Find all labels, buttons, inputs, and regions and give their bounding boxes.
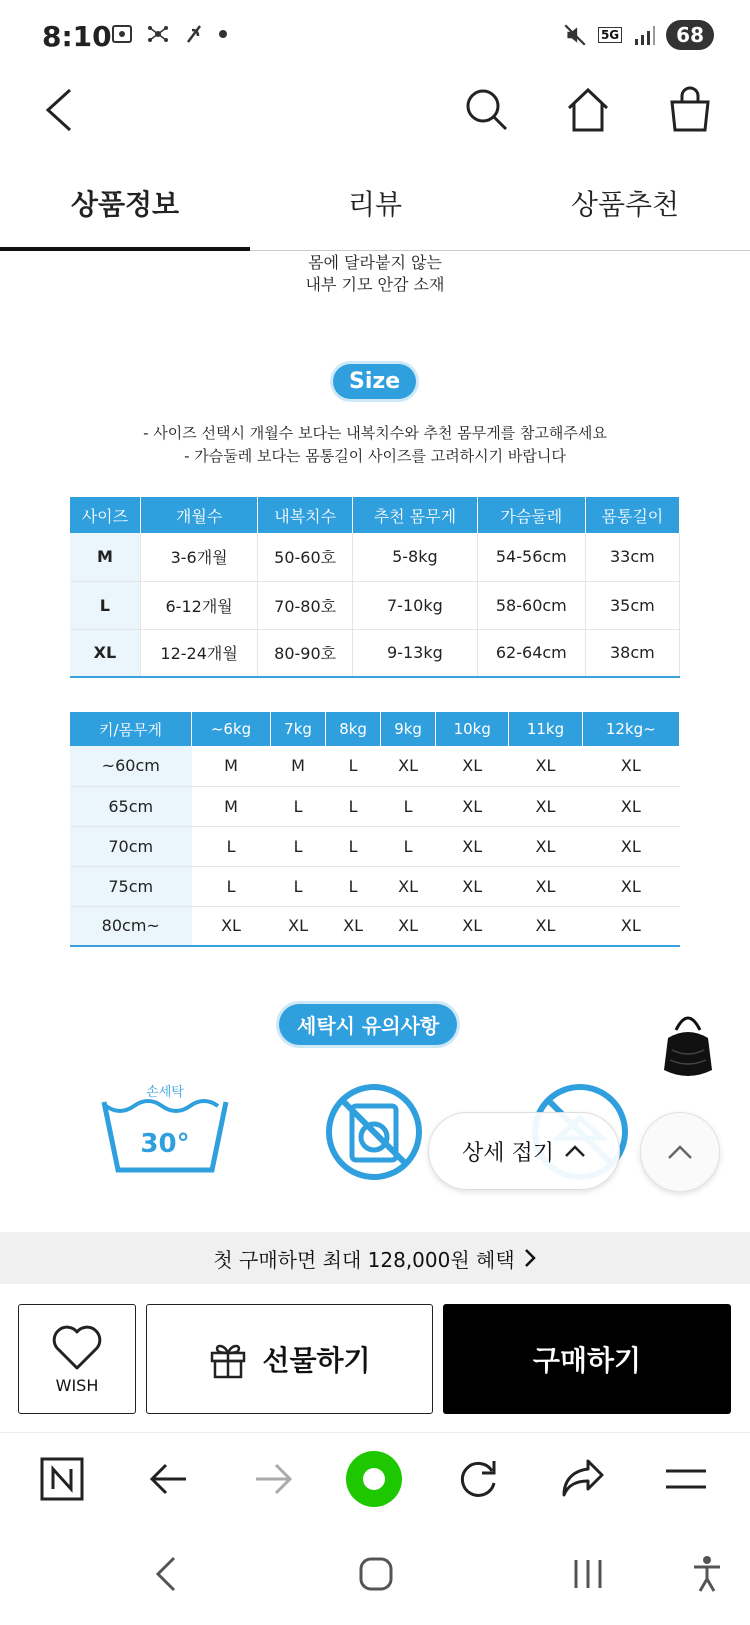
table-row [70,581,680,629]
weight-table-cell: L [192,866,271,906]
size-section-title: Size [333,364,416,399]
naver-n-icon[interactable] [40,1457,84,1501]
detail-fold-label: 상세 접기 [461,1140,554,1166]
size-table-cell: XL [70,629,140,677]
naver-green-dot-icon[interactable] [344,1449,404,1509]
product-thumbnail-image[interactable] [660,1010,716,1080]
table-row [70,786,680,826]
product-detail-content[interactable] [0,252,750,1232]
tab-product-info[interactable]: 상품정보 [70,188,180,221]
size-table-cell: M [70,533,140,581]
active-tab-indicator [0,247,250,251]
table-row [70,746,680,786]
weight-table-cell: XL [381,906,436,946]
size-table-cell: 5-8kg [352,533,477,581]
weight-table-cell: 65cm [70,786,192,826]
browser-back-icon[interactable] [146,1457,190,1501]
gallery-notification-icon [110,22,134,46]
weight-table-cell: XL [381,746,436,786]
size-table-header: 추천 몸무게 [352,497,477,533]
chevron-up-icon [564,1144,586,1158]
search-icon[interactable] [463,86,511,134]
weight-table-header: 12kg~ [582,712,679,746]
size-table-cell: 6-12개월 [140,581,258,629]
menu-icon[interactable] [664,1457,708,1501]
weight-table-cell: M [192,786,271,826]
scroll-to-top-button[interactable] [640,1112,720,1192]
weight-table-cell: XL [381,866,436,906]
status-time: 8:10 [42,20,112,53]
weight-table-cell: XL [326,906,381,946]
size-table-cell: 7-10kg [352,581,477,629]
table-row [70,866,680,906]
battery-indicator: 68 [666,20,714,50]
system-navigation-bar [0,1532,750,1625]
weight-table-cell: 80cm~ [70,906,192,946]
browser-toolbar [0,1432,750,1532]
weight-table-cell: XL [192,906,271,946]
size-table-cell: 38cm [585,629,679,677]
weight-table-header-row [70,712,680,746]
table-row [70,906,680,946]
chevron-right-icon [523,1248,537,1268]
weight-table-cell: L [381,786,436,826]
weight-table-cell: ~60cm [70,746,192,786]
weight-table-cell: XL [509,866,582,906]
weight-table-cell: L [326,866,381,906]
network-notification-icon [146,22,170,46]
signal-icon [632,23,656,47]
size-table-cell: 54-56cm [477,533,585,581]
size-table-cell: 3-6개월 [140,533,258,581]
weight-table-cell: L [271,786,326,826]
size-note-1: - 사이즈 선택시 개월수 보다는 내복치수와 추천 몸무게를 참고해주세요 [143,424,607,442]
size-table-header: 개월수 [140,497,258,533]
weight-table-cell: XL [436,906,509,946]
weight-table-cell: XL [582,866,679,906]
size-table-cell: 62-64cm [477,629,585,677]
weight-table-cell: 70cm [70,826,192,866]
weight-table-cell: XL [436,746,509,786]
pinwheel-notification-icon [182,22,206,46]
intro-text [0,252,750,296]
size-notes [0,422,750,468]
size-table-cell: 35cm [585,581,679,629]
weight-table-cell: XL [436,786,509,826]
size-chart-table [70,497,680,678]
weight-table-cell: L [326,786,381,826]
accessibility-icon[interactable] [692,1554,722,1594]
detail-fold-button[interactable] [428,1112,620,1190]
hand-wash-temperature: 30° [140,1129,190,1159]
size-table-cell: 33cm [585,533,679,581]
browser-forward-icon[interactable] [252,1457,296,1501]
weight-table-cell: XL [436,826,509,866]
promo-text: 첫 구매하면 최대 128,000원 혜택 [213,1247,515,1272]
weight-table-header: 9kg [381,712,436,746]
hand-wash-label: 손세탁 [146,1085,184,1100]
intro-line-1: 몸에 달라붙지 않는 [308,253,442,272]
weight-table-cell: L [271,866,326,906]
weight-table-cell: XL [271,906,326,946]
weight-table-cell: XL [509,746,582,786]
weight-table-header: ~6kg [192,712,271,746]
size-table-cell: 80-90호 [258,629,352,677]
weight-table-cell: L [326,746,381,786]
size-table-cell: L [70,581,140,629]
tab-review[interactable]: 리뷰 [347,188,403,221]
intro-line-2: 내부 기모 안감 소재 [305,275,445,294]
weight-table-cell: XL [509,906,582,946]
system-recents-icon[interactable] [570,1554,606,1594]
weight-table-cell: XL [582,826,679,866]
dot-notification-icon [218,29,228,39]
size-table-cell: 12-24개월 [140,629,258,677]
size-table-header: 사이즈 [70,497,140,533]
weight-table-cell: 75cm [70,866,192,906]
weight-table-cell: XL [509,786,582,826]
share-icon[interactable] [560,1457,606,1501]
table-row [70,629,680,677]
weight-table-cell: XL [436,866,509,906]
gift-label: 선물하기 [262,1344,371,1377]
hand-wash-icon [100,1082,230,1182]
size-table-cell: 9-13kg [352,629,477,677]
mute-icon [562,22,588,48]
weight-table-header: 키/몸무게 [70,712,192,746]
weight-table-header: 7kg [271,712,326,746]
weight-table-cell: M [271,746,326,786]
weight-table-header: 8kg [326,712,381,746]
weight-table-cell: L [192,826,271,866]
heart-icon [51,1324,103,1370]
weight-table-cell: XL [582,786,679,826]
system-home-icon[interactable] [358,1554,394,1594]
height-weight-table [70,712,680,947]
weight-table-header: 10kg [436,712,509,746]
chevron-up-icon [667,1144,693,1160]
status-bar [0,0,750,78]
gift-button[interactable] [146,1304,433,1414]
size-note-2: - 가슴둘레 보다는 몸통길이 사이즈를 고려하시기 바랍니다 [184,447,566,465]
size-table-cell: 50-60호 [258,533,352,581]
product-tabs [0,155,750,251]
table-row [70,533,680,581]
back-icon[interactable] [40,86,80,134]
status-system-icons [562,20,714,50]
wash-section-title: 세탁시 유의사항 [279,1004,457,1045]
home-icon[interactable] [566,86,610,134]
system-back-icon[interactable] [152,1554,182,1594]
weight-table-cell: L [381,826,436,866]
buy-button[interactable] [443,1304,731,1414]
wish-label: WISH [55,1375,99,1395]
weight-table-cell: M [192,746,271,786]
size-table-cell: 70-80호 [258,581,352,629]
gift-icon [208,1339,248,1379]
weight-table-cell: XL [582,906,679,946]
table-row [70,826,680,866]
weight-table-cell: XL [509,826,582,866]
size-table-cell: 58-60cm [477,581,585,629]
status-notification-icons [110,22,228,46]
weight-table-cell: XL [582,746,679,786]
size-table-header-row [70,497,680,533]
shopping-bag-icon[interactable] [668,86,712,134]
weight-table-cell: L [271,826,326,866]
first-purchase-promo-banner[interactable] [0,1232,750,1284]
weight-table-cell: L [326,826,381,866]
size-table-header: 가슴둘레 [477,497,585,533]
no-washing-machine-icon [324,1082,424,1182]
network-type-label: 5G [598,27,622,43]
purchase-action-bar [0,1284,750,1432]
wish-button[interactable] [18,1304,136,1414]
buy-label: 구매하기 [532,1344,642,1377]
refresh-icon[interactable] [456,1457,500,1501]
tab-recommend[interactable]: 상품추천 [570,188,680,221]
size-table-header: 내복치수 [258,497,352,533]
weight-table-header: 11kg [509,712,582,746]
size-table-header: 몸통길이 [585,497,679,533]
